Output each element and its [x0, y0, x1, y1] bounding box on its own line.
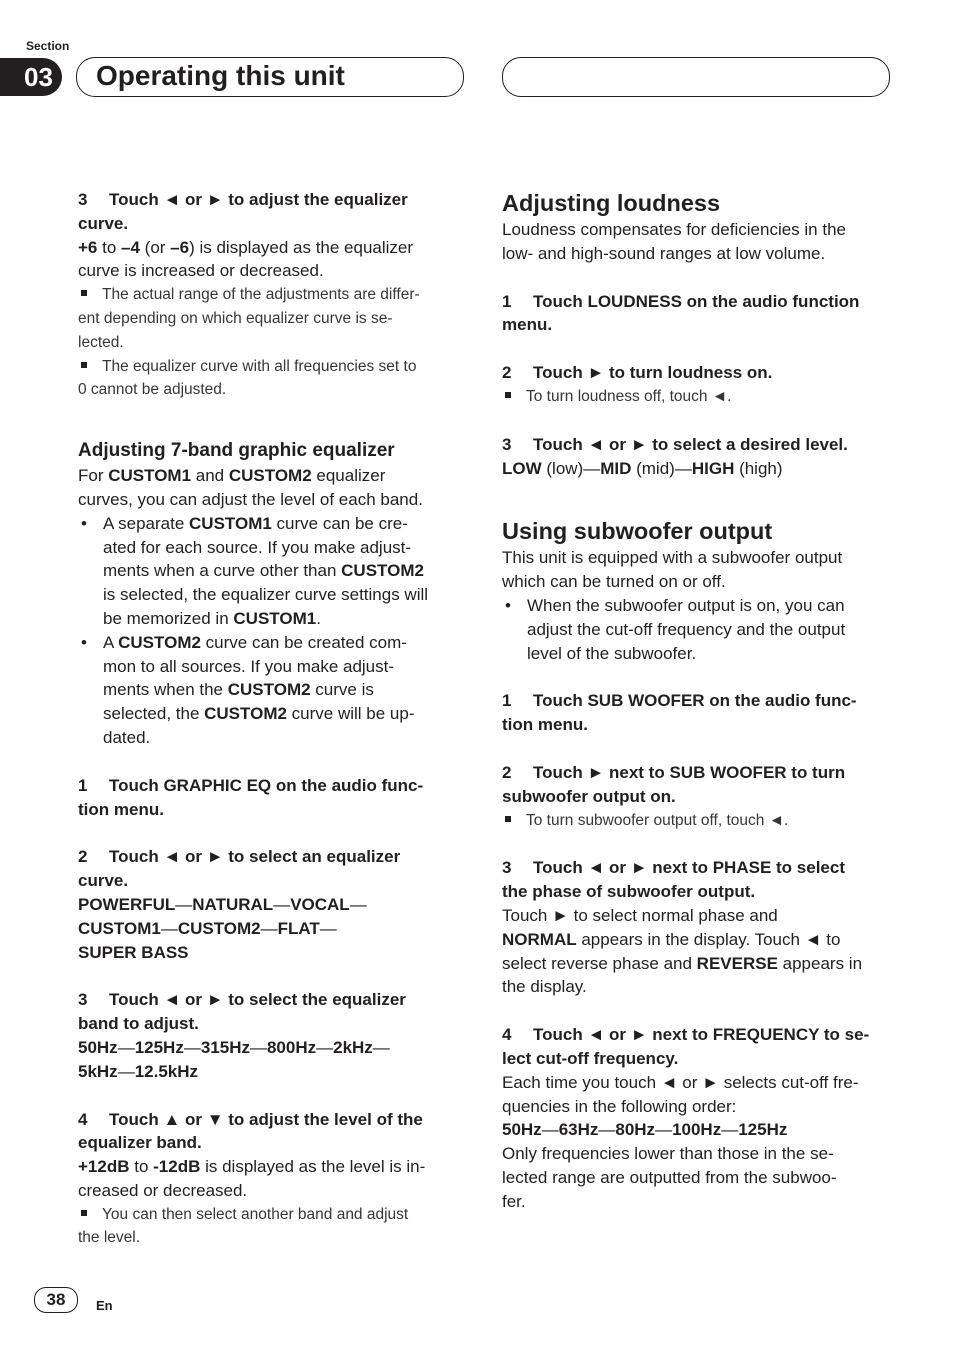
subheading-7band: Adjusting 7-band graphic equalizer: [78, 440, 395, 462]
paragraph-custom-cont: curves, you can adjust the level of each band.: [78, 489, 423, 509]
right-header-frame: [502, 57, 890, 97]
paragraph-frequency-cont: quencies in the following order:: [502, 1096, 737, 1116]
step-4-frequency: 4 Touch ◄ or ► next to FREQUENCY to se-: [502, 1025, 870, 1045]
curve-list: POWERFUL—NATURAL—VOCAL—: [78, 894, 367, 914]
step-2-subwoofer-on-cont: subwoofer output on.: [502, 786, 676, 806]
paragraph-phase: Touch ► to select normal phase and: [502, 905, 778, 925]
page-title: Operating this unit: [96, 60, 345, 91]
left-column: [78, 188, 464, 1250]
step-1-loudness: 1 Touch LOUDNESS on the audio function: [502, 291, 860, 311]
band-list-cont: 5kHz—12.5kHz: [78, 1061, 199, 1081]
curve-list-cont: CUSTOM1—CUSTOM2—FLAT—: [78, 918, 337, 938]
bullet-dot-icon: •: [505, 595, 511, 615]
note-square-icon: [81, 1210, 87, 1216]
heading-loudness: Adjusting loudness: [502, 190, 721, 216]
note-flat: The equalizer curve with all frequencies set to: [78, 355, 464, 379]
step-3-adjust-curve: 3 Touch ◄ or ► to adjust the equalizer: [78, 190, 408, 209]
paragraph-phase-cont2: select reverse phase and REVERSE appears in: [502, 953, 863, 973]
section-label: Section: [26, 39, 70, 53]
note-another-band: You can then select another band and adjust: [78, 1203, 464, 1227]
right-column: [502, 188, 888, 1214]
step-1-graphic-eq: 1 Touch GRAPHIC EQ on the audio func-: [78, 775, 424, 795]
frequency-list: 50Hz—63Hz—80Hz—100Hz—125Hz: [502, 1120, 788, 1140]
step-3-phase-cont: the phase of subwoofer output.: [502, 882, 756, 902]
note-subwoofer-off: To turn subwoofer output off, touch ◄.: [502, 809, 888, 833]
step-4-adjust-level: 4 Touch ▲ or ▼ to adjust the level of the: [78, 1109, 423, 1129]
step-4-adjust-level-cont: equalizer band.: [78, 1133, 202, 1153]
step-2-select-curve-cont: curve.: [78, 871, 129, 891]
note-range: The actual range of the adjustments are differ-: [78, 283, 464, 307]
language-label: En: [96, 1298, 113, 1313]
note-flat-cont: 0 cannot be adjusted.: [78, 381, 227, 399]
paragraph-loudness-cont: low- and high-sound ranges at low volume.: [502, 243, 826, 263]
step-2-select-curve: 2 Touch ◄ or ► to select an equalizer: [78, 847, 401, 867]
step-2-loudness-on: 2 Touch ► to turn loudness on.: [502, 363, 773, 383]
bullet-custom2: • A CUSTOM2 curve can be created com- mon to all sources. If you make adjust- ments when the CUSTOM2 curve is selected, the CUSTOM2 curve will be up- dated.: [81, 632, 415, 747]
loudness-levels: LOW (low)—MID (mid)—HIGH (high): [502, 458, 783, 478]
paragraph-output: Only frequencies lower than those in the se-: [502, 1144, 834, 1164]
step-1-subwoofer-cont: tion menu.: [502, 715, 588, 735]
step-3-loudness-level: 3 Touch ◄ or ► to select a desired level.: [502, 434, 848, 454]
heading-subwoofer: Using subwoofer output: [502, 518, 773, 545]
paragraph-phase-cont: NORMAL appears in the display. Touch ◄ to: [502, 929, 841, 949]
section-number-badge: 03: [0, 58, 62, 96]
note-square-icon: [81, 362, 87, 368]
curve-list-cont2: SUPER BASS: [78, 942, 189, 962]
paragraph-frequency: Each time you touch ◄ or ► selects cut-off fre-: [502, 1072, 859, 1092]
note-square-icon: [505, 816, 511, 822]
note-another-band-cont: the level.: [78, 1229, 141, 1247]
bullet-custom1: • A separate CUSTOM1 curve can be cre- ated for each source. If you make adjust- ments when a curve other than CUSTOM2 is selected, the equalizer curve settings will be memorized in CUSTOM1.: [81, 513, 429, 628]
step-3-select-band: 3 Touch ◄ or ► to select the equalizer: [78, 990, 406, 1010]
paragraph-subwoofer-cont: which can be turned on or off.: [502, 572, 726, 592]
step-3-phase: 3 Touch ◄ or ► next to PHASE to select: [502, 858, 845, 878]
paragraph-level: +12dB to -12dB is displayed as the level is in-: [78, 1157, 426, 1177]
step-4-frequency-cont: lect cut-off frequency.: [502, 1048, 679, 1068]
paragraph-custom: For CUSTOM1 and CUSTOM2 equalizer: [78, 466, 386, 486]
step-1-loudness-cont: menu.: [502, 315, 553, 335]
page-number: 38: [34, 1287, 78, 1313]
step-3-adjust-curve-cont: curve.: [78, 213, 129, 233]
paragraph-phase-cont3: the display.: [502, 977, 587, 997]
step-1-graphic-eq-cont: tion menu.: [78, 799, 164, 819]
note-square-icon: [505, 392, 511, 398]
step-1-subwoofer: 1 Touch SUB WOOFER on the audio func-: [502, 691, 857, 711]
paragraph-subwoofer: This unit is equipped with a subwoofer output: [502, 548, 843, 568]
note-range-cont2: lected.: [78, 333, 124, 351]
paragraph-output-cont2: fer.: [502, 1191, 526, 1211]
note-square-icon: [81, 290, 87, 296]
bullet-dot-icon: •: [81, 513, 87, 533]
bullet-subwoofer: • When the subwoofer output is on, you can adjust the cut-off frequency and the output level of the subwoofer.: [505, 595, 846, 663]
paragraph-range-cont: curve is increased or decreased.: [78, 261, 324, 281]
bullet-dot-icon: •: [81, 632, 87, 652]
step-2-subwoofer-on: 2 Touch ► next to SUB WOOFER to turn: [502, 762, 846, 782]
paragraph-output-cont: lected range are outputted from the subwoo-: [502, 1167, 837, 1187]
note-range-cont: ent depending on which equalizer curve is se-: [78, 309, 393, 327]
band-list: 50Hz—125Hz—315Hz—800Hz—2kHz—: [78, 1037, 390, 1057]
step-3-select-band-cont: band to adjust.: [78, 1014, 199, 1034]
paragraph-range: +6 to –4 (or –6) is displayed as the equalizer: [78, 237, 414, 257]
note-loudness-off: To turn loudness off, touch ◄.: [502, 385, 888, 409]
paragraph-level-cont: creased or decreased.: [78, 1180, 248, 1200]
paragraph-loudness: Loudness compensates for deficiencies in the: [502, 220, 846, 239]
